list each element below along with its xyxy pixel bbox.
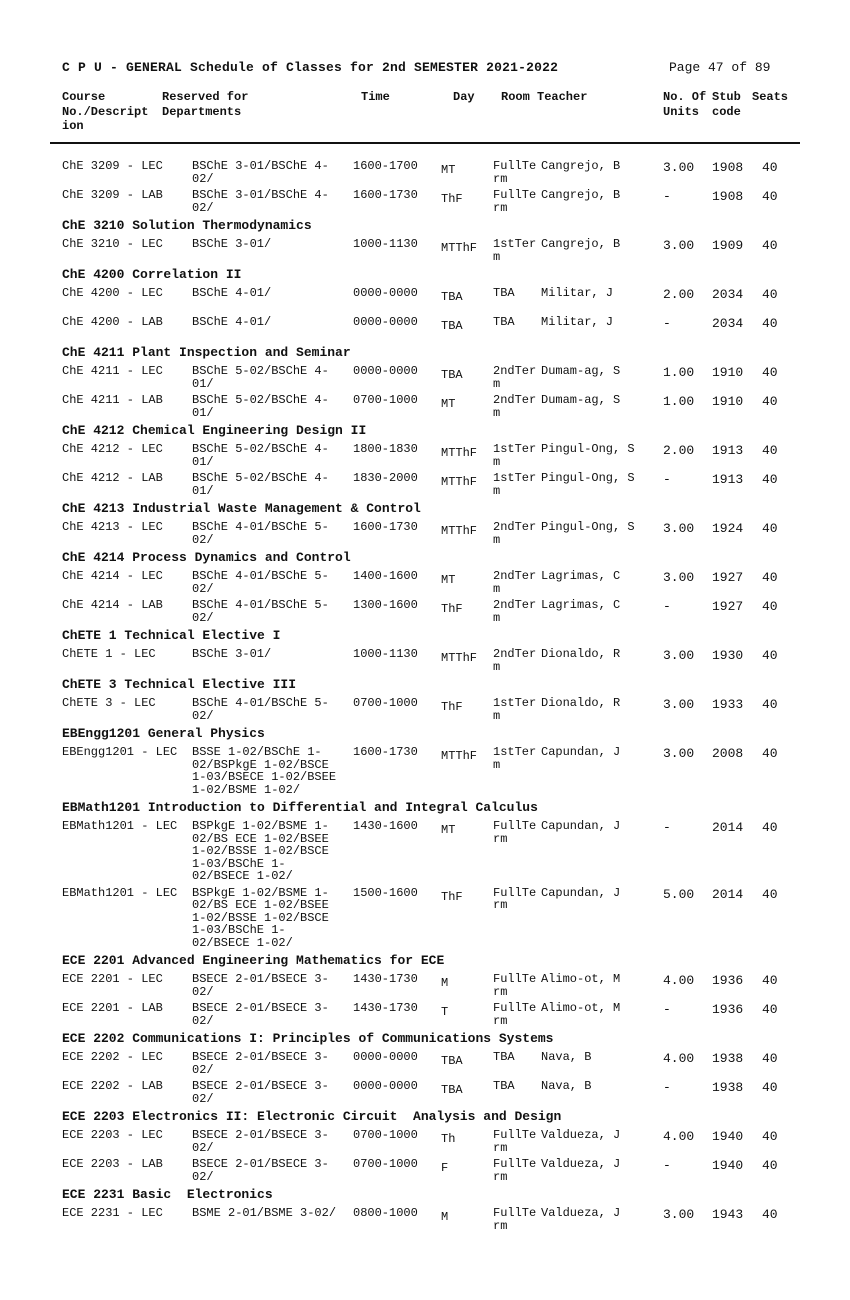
units-cell: -: [663, 599, 671, 614]
reserved-departments-cell: BSChE 4-01/BSChE 5- 02/: [192, 520, 329, 547]
room-cell: FullTe rm: [493, 1206, 537, 1233]
room-cell: 2ndTer m: [493, 569, 537, 596]
stub-code-cell: 1927: [712, 599, 744, 614]
course-cell: EBEngg1201 - LEC: [62, 745, 178, 759]
room-cell: 2ndTer m: [493, 598, 537, 625]
day-cell: ThF: [441, 192, 463, 206]
stub-code-cell: 1943: [712, 1207, 744, 1222]
time-cell: 1000-1130: [353, 237, 418, 251]
col-header-seats: Seats: [752, 90, 789, 104]
teacher-cell: Nava, B: [541, 1050, 592, 1064]
day-cell: MT: [441, 163, 456, 177]
teacher-cell: Dionaldo, R: [541, 696, 621, 710]
teacher-cell: Alimo-ot, M: [541, 1001, 621, 1015]
section-title: ECE 2201 Advanced Engineering Mathematics for ECE: [62, 953, 445, 968]
time-cell: 1500-1600: [353, 885, 418, 900]
section-title: ChE 4211 Plant Inspection and Seminar: [62, 345, 351, 360]
reserved-departments-cell: BSChE 3-01/: [192, 647, 272, 661]
stub-code-cell: 1940: [712, 1158, 744, 1173]
day-cell: TBA: [441, 319, 463, 333]
stub-code-cell: 1924: [712, 521, 744, 536]
section-title: ECE 2202 Communications I: Principles of Communications Systems: [62, 1031, 554, 1046]
time-cell: 0000-0000: [353, 364, 418, 378]
section-heading: [0, 796, 850, 816]
teacher-cell: Dionaldo, R: [541, 647, 621, 661]
course-cell: EBMath1201 - LEC: [62, 819, 178, 833]
teacher-cell: Militar, J: [541, 286, 614, 300]
reserved-departments-cell: BSChE 4-01/: [192, 286, 272, 300]
units-cell: -: [663, 1002, 671, 1017]
room-cell: FullTe rm: [493, 819, 537, 846]
course-cell: ChE 4214 - LEC: [62, 569, 163, 583]
seats-cell: 40: [762, 472, 778, 487]
day-cell: TBA: [441, 290, 463, 304]
table-row: [0, 468, 850, 497]
table-row: [0, 742, 850, 796]
units-cell: -: [663, 820, 671, 835]
units-cell: 4.00: [663, 973, 695, 988]
section-heading: [0, 624, 850, 644]
seats-cell: 40: [762, 820, 778, 835]
course-cell: ECE 2202 - LEC: [62, 1050, 163, 1064]
time-cell: 0000-0000: [353, 1050, 418, 1064]
reserved-departments-cell: BSChE 5-02/BSChE 4- 01/: [192, 442, 329, 469]
units-cell: 4.00: [663, 1129, 695, 1144]
stub-code-cell: 2014: [712, 820, 744, 835]
reserved-departments-cell: BSChE 5-02/BSChE 4- 01/: [192, 364, 329, 391]
room-cell: FullTe rm: [493, 1157, 537, 1184]
room-cell: FullTe rm: [493, 885, 537, 912]
seats-cell: 40: [762, 599, 778, 614]
section-heading: [0, 949, 850, 969]
table-row: [0, 693, 850, 722]
stub-code-cell: 1927: [712, 570, 744, 585]
seats-cell: 40: [762, 886, 778, 902]
room-cell: 1stTer m: [493, 237, 537, 264]
units-cell: 3.00: [663, 648, 695, 663]
time-cell: 0000-0000: [353, 286, 418, 300]
section-title: ChE 4200 Correlation II: [62, 267, 242, 282]
units-cell: 3.00: [663, 160, 695, 175]
seats-cell: 40: [762, 648, 778, 663]
day-cell: MTThF: [441, 446, 478, 460]
stub-code-cell: 1910: [712, 394, 744, 409]
reserved-departments-cell: BSChE 4-01/BSChE 5- 02/: [192, 598, 329, 625]
units-cell: 3.00: [663, 570, 695, 585]
units-cell: 2.00: [663, 443, 695, 458]
reserved-departments-cell: BSECE 2-01/BSECE 3- 02/: [192, 1079, 329, 1106]
reserved-departments-cell: BSChE 5-02/BSChE 4- 01/: [192, 471, 329, 498]
units-cell: 4.00: [663, 1051, 695, 1066]
units-cell: 3.00: [663, 746, 695, 761]
units-cell: -: [663, 316, 671, 331]
seats-cell: 40: [762, 365, 778, 380]
course-cell: ChETE 3 - LEC: [62, 696, 156, 710]
reserved-departments-cell: BSChE 3-01/: [192, 237, 272, 251]
stub-code-cell: 1936: [712, 1002, 744, 1017]
units-cell: 3.00: [663, 238, 695, 253]
stub-code-cell: 1933: [712, 697, 744, 712]
teacher-cell: Valdueza, J: [541, 1206, 621, 1220]
course-cell: ECE 2203 - LAB: [62, 1157, 163, 1171]
teacher-cell: Capundan, J: [541, 885, 621, 900]
course-cell: ChE 3209 - LEC: [62, 159, 163, 173]
time-cell: 1300-1600: [353, 598, 418, 612]
day-cell: F: [441, 1161, 449, 1175]
course-cell: ChE 4211 - LAB: [62, 393, 163, 407]
time-cell: 0800-1000: [353, 1206, 418, 1220]
teacher-cell: Cangrejo, B: [541, 188, 621, 202]
stub-code-cell: 1909: [712, 238, 744, 253]
time-cell: 0700-1000: [353, 393, 418, 407]
table-row: [0, 566, 850, 595]
table-row: [0, 517, 850, 546]
room-cell: 2ndTer m: [493, 647, 537, 674]
seats-cell: 40: [762, 521, 778, 536]
room-cell: 2ndTer m: [493, 364, 537, 391]
section-title: EBEngg1201 General Physics: [62, 726, 265, 741]
reserved-departments-cell: BSECE 2-01/BSECE 3- 02/: [192, 1128, 329, 1155]
day-cell: MTThF: [441, 749, 478, 763]
stub-code-cell: 2034: [712, 316, 744, 331]
section-title: ChE 4214 Process Dynamics and Control: [62, 550, 351, 565]
time-cell: 1600-1730: [353, 188, 418, 202]
day-cell: MT: [441, 823, 456, 837]
section-title: ChE 3210 Solution Thermodynamics: [62, 218, 312, 233]
section-heading: [0, 722, 850, 742]
course-cell: EBMath1201 - LEC: [62, 885, 178, 900]
course-cell: ECE 2201 - LAB: [62, 1001, 163, 1015]
seats-cell: 40: [762, 1129, 778, 1144]
day-cell: ThF: [441, 700, 463, 714]
room-cell: 2ndTer m: [493, 393, 537, 420]
course-cell: ChE 4212 - LEC: [62, 442, 163, 456]
section-heading: [0, 263, 850, 283]
table-row: [0, 156, 850, 185]
table-row: [0, 1047, 850, 1076]
teacher-cell: Capundan, J: [541, 745, 621, 759]
time-cell: 1430-1730: [353, 1001, 418, 1015]
section-title: ECE 2203 Electronics II: Electronic Circuit Analysis and Design: [62, 1109, 562, 1124]
teacher-cell: Dumam-ag, S: [541, 364, 621, 378]
course-cell: ChE 4212 - LAB: [62, 471, 163, 485]
reserved-departments-cell: BSSE 1-02/BSChE 1- 02/BSPkgE 1-02/BSCE 1-03/BSECE 1-02/BSEE 1-02/BSME 1-02/: [192, 745, 337, 797]
time-cell: 1430-1600: [353, 819, 418, 833]
stub-code-cell: 1930: [712, 648, 744, 663]
room-cell: 1stTer m: [493, 745, 537, 772]
reserved-departments-cell: BSECE 2-01/BSECE 3- 02/: [192, 1050, 329, 1077]
teacher-cell: Militar, J: [541, 315, 614, 329]
course-cell: ECE 2202 - LAB: [62, 1079, 163, 1093]
teacher-cell: Cangrejo, B: [541, 159, 621, 173]
room-cell: FullTe rm: [493, 159, 537, 186]
section-heading: [0, 546, 850, 566]
time-cell: 0000-0000: [353, 315, 418, 329]
time-cell: 1400-1600: [353, 569, 418, 583]
day-cell: TBA: [441, 1054, 463, 1068]
time-cell: 0000-0000: [353, 1079, 418, 1093]
stub-code-cell: 1938: [712, 1080, 744, 1095]
teacher-cell: Capundan, J: [541, 819, 621, 833]
section-heading: [0, 1105, 850, 1125]
day-cell: TBA: [441, 1083, 463, 1097]
reserved-departments-cell: BSME 2-01/BSME 3-02/: [192, 1206, 337, 1220]
section-heading: [0, 673, 850, 693]
day-cell: MT: [441, 573, 456, 587]
col-header-stub: Stub code: [712, 90, 741, 119]
course-cell: ChE 4211 - LEC: [62, 364, 163, 378]
stub-code-cell: 2014: [712, 886, 744, 902]
stub-code-cell: 1910: [712, 365, 744, 380]
day-cell: ThF: [441, 602, 463, 616]
table-row: [0, 1076, 850, 1105]
seats-cell: 40: [762, 1207, 778, 1222]
course-cell: ECE 2231 - LEC: [62, 1206, 163, 1220]
section-heading: [0, 341, 850, 361]
section-heading: [0, 214, 850, 234]
seats-cell: 40: [762, 1002, 778, 1017]
room-cell: TBA: [493, 286, 515, 300]
section-heading: [0, 1027, 850, 1047]
seats-cell: 40: [762, 697, 778, 712]
time-cell: 1830-2000: [353, 471, 418, 485]
reserved-departments-cell: BSECE 2-01/BSECE 3- 02/: [192, 1157, 329, 1184]
room-cell: 2ndTer m: [493, 520, 537, 547]
day-cell: ThF: [441, 889, 463, 904]
teacher-cell: Dumam-ag, S: [541, 393, 621, 407]
reserved-departments-cell: BSChE 3-01/BSChE 4- 02/: [192, 188, 329, 215]
room-cell: FullTe rm: [493, 1001, 537, 1028]
table-row: [0, 969, 850, 998]
seats-cell: 40: [762, 394, 778, 409]
units-cell: -: [663, 1080, 671, 1095]
units-cell: 5.00: [663, 886, 695, 902]
reserved-departments-cell: BSChE 4-01/BSChE 5- 02/: [192, 696, 329, 723]
stub-code-cell: 1938: [712, 1051, 744, 1066]
seats-cell: 40: [762, 973, 778, 988]
units-cell: 3.00: [663, 1207, 695, 1222]
time-cell: 1430-1730: [353, 972, 418, 986]
table-row: [0, 1125, 850, 1154]
reserved-departments-cell: BSPkgE 1-02/BSME 1- 02/BS ECE 1-02/BSEE 1-02/BSSE 1-02/BSCE 1-03/BSChE 1- 02/BSECE 1-02/: [192, 885, 329, 950]
time-cell: 1800-1830: [353, 442, 418, 456]
col-header-course: Course No./Descript ion: [62, 90, 149, 133]
seats-cell: 40: [762, 570, 778, 585]
units-cell: 3.00: [663, 697, 695, 712]
seats-cell: 40: [762, 746, 778, 761]
page-number: Page 47 of 89: [669, 60, 771, 75]
stub-code-cell: 1908: [712, 189, 744, 204]
room-cell: TBA: [493, 1050, 515, 1064]
header-rule: [50, 142, 800, 144]
table-row: [0, 283, 850, 312]
section-title: EBMath1201 Introduction to Differential and Integral Calculus: [62, 800, 538, 815]
room-cell: 1stTer m: [493, 442, 537, 469]
reserved-departments-cell: BSChE 3-01/BSChE 4- 02/: [192, 159, 329, 186]
day-cell: T: [441, 1005, 449, 1019]
section-title: ChE 4213 Industrial Waste Management & Control: [62, 501, 421, 516]
col-header-time: Time: [361, 90, 390, 104]
table-row: [0, 1203, 850, 1232]
section-heading: [0, 419, 850, 439]
reserved-departments-cell: BSECE 2-01/BSECE 3- 02/: [192, 972, 329, 999]
table-row: [0, 816, 850, 883]
units-cell: 1.00: [663, 365, 695, 380]
col-header-day: Day: [453, 90, 475, 104]
table-row: [0, 883, 850, 950]
day-cell: MTThF: [441, 241, 478, 255]
col-header-reserved: Reserved for Departments: [162, 90, 249, 119]
room-cell: FullTe rm: [493, 1128, 537, 1155]
reserved-departments-cell: BSChE 4-01/: [192, 315, 272, 329]
teacher-cell: Pingul-Ong, S: [541, 442, 635, 456]
course-cell: ECE 2203 - LEC: [62, 1128, 163, 1142]
reserved-departments-cell: BSPkgE 1-02/BSME 1- 02/BS ECE 1-02/BSEE 1-02/BSSE 1-02/BSCE 1-03/BSChE 1- 02/BSECE 1-02/: [192, 819, 329, 883]
stub-code-cell: 1913: [712, 472, 744, 487]
table-row: [0, 234, 850, 263]
teacher-cell: Lagrimas, C: [541, 598, 621, 612]
stub-code-cell: 2034: [712, 287, 744, 302]
day-cell: TBA: [441, 368, 463, 382]
day-cell: MTThF: [441, 651, 478, 665]
table-row: [0, 595, 850, 624]
course-cell: ChE 4200 - LAB: [62, 315, 163, 329]
room-cell: 1stTer m: [493, 471, 537, 498]
section-title: ECE 2231 Basic Electronics: [62, 1187, 273, 1202]
time-cell: 1600-1730: [353, 520, 418, 534]
seats-cell: 40: [762, 238, 778, 253]
time-cell: 0700-1000: [353, 1128, 418, 1142]
table-row: [0, 185, 850, 214]
section-heading: [0, 497, 850, 517]
teacher-cell: Valdueza, J: [541, 1128, 621, 1142]
teacher-cell: Valdueza, J: [541, 1157, 621, 1171]
col-header-room-teacher: Room Teacher: [501, 90, 588, 104]
document-title: C P U - GENERAL Schedule of Classes for 2nd SEMESTER 2021-2022: [62, 60, 559, 75]
time-cell: 0700-1000: [353, 696, 418, 710]
room-cell: 1stTer m: [493, 696, 537, 723]
section-heading: [0, 1183, 850, 1203]
course-cell: ChE 4214 - LAB: [62, 598, 163, 612]
schedule-table: [0, 156, 850, 1232]
seats-cell: 40: [762, 287, 778, 302]
teacher-cell: Lagrimas, C: [541, 569, 621, 583]
course-cell: ChETE 1 - LEC: [62, 647, 156, 661]
course-cell: ECE 2201 - LEC: [62, 972, 163, 986]
units-cell: -: [663, 189, 671, 204]
units-cell: 1.00: [663, 394, 695, 409]
section-title: ChETE 1 Technical Elective I: [62, 628, 281, 643]
seats-cell: 40: [762, 1158, 778, 1173]
time-cell: 1600-1700: [353, 159, 418, 173]
day-cell: MT: [441, 397, 456, 411]
time-cell: 1000-1130: [353, 647, 418, 661]
course-cell: ChE 4213 - LEC: [62, 520, 163, 534]
units-cell: -: [663, 1158, 671, 1173]
seats-cell: 40: [762, 316, 778, 331]
seats-cell: 40: [762, 1051, 778, 1066]
stub-code-cell: 1940: [712, 1129, 744, 1144]
table-row: [0, 361, 850, 390]
col-header-units: No. Of Units: [663, 90, 707, 119]
time-cell: 0700-1000: [353, 1157, 418, 1171]
day-cell: Th: [441, 1132, 456, 1146]
day-cell: MTThF: [441, 475, 478, 489]
day-cell: M: [441, 976, 449, 990]
room-cell: FullTe rm: [493, 188, 537, 215]
table-row: [0, 439, 850, 468]
course-cell: ChE 3209 - LAB: [62, 188, 163, 202]
table-row: [0, 998, 850, 1027]
table-row: [0, 312, 850, 341]
section-title: ChE 4212 Chemical Engineering Design II: [62, 423, 367, 438]
table-row: [0, 390, 850, 419]
units-cell: 3.00: [663, 521, 695, 536]
time-cell: 1600-1730: [353, 745, 418, 759]
seats-cell: 40: [762, 1080, 778, 1095]
stub-code-cell: 1913: [712, 443, 744, 458]
room-cell: TBA: [493, 315, 515, 329]
course-cell: ChE 4200 - LEC: [62, 286, 163, 300]
teacher-cell: Alimo-ot, M: [541, 972, 621, 986]
day-cell: MTThF: [441, 524, 478, 538]
course-cell: ChE 3210 - LEC: [62, 237, 163, 251]
seats-cell: 40: [762, 160, 778, 175]
units-cell: 2.00: [663, 287, 695, 302]
room-cell: TBA: [493, 1079, 515, 1093]
section-title: ChETE 3 Technical Elective III: [62, 677, 297, 692]
stub-code-cell: 2008: [712, 746, 744, 761]
teacher-cell: Cangrejo, B: [541, 237, 621, 251]
seats-cell: 40: [762, 443, 778, 458]
teacher-cell: Pingul-Ong, S: [541, 520, 635, 534]
table-row: [0, 1154, 850, 1183]
seats-cell: 40: [762, 189, 778, 204]
stub-code-cell: 1908: [712, 160, 744, 175]
teacher-cell: Pingul-Ong, S: [541, 471, 635, 485]
teacher-cell: Nava, B: [541, 1079, 592, 1093]
reserved-departments-cell: BSChE 4-01/BSChE 5- 02/: [192, 569, 329, 596]
stub-code-cell: 1936: [712, 973, 744, 988]
day-cell: M: [441, 1210, 449, 1224]
reserved-departments-cell: BSECE 2-01/BSECE 3- 02/: [192, 1001, 329, 1028]
table-row: [0, 644, 850, 673]
reserved-departments-cell: BSChE 5-02/BSChE 4- 01/: [192, 393, 329, 420]
room-cell: FullTe rm: [493, 972, 537, 999]
units-cell: -: [663, 472, 671, 487]
